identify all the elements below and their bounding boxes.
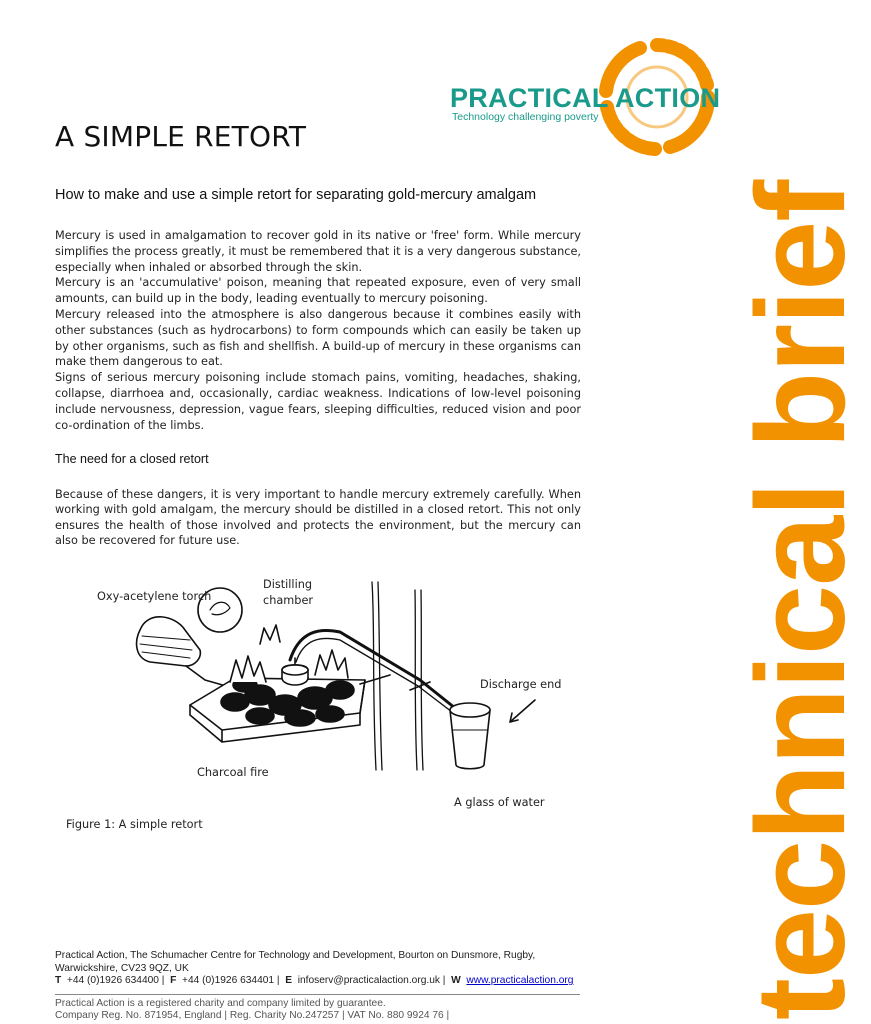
paragraph: Signs of serious mercury poisoning include stomach pains, vomiting, headaches, shaking, collapse, diarrhoea and, occasionally, cardiac weakness. Indications of low-level poisoning include nervousness, depression, vague fears, sleeping difficulties, reduced vision and poor co-ordination of the limbs. — [55, 371, 581, 432]
technical-brief-banner: technical brief — [730, 180, 871, 1020]
footer-address-line: Practical Action, The Schumacher Centre for Technology and Development, Bourton on Dunsmore, Rugby, — [55, 950, 536, 961]
intro-text — [55, 228, 581, 433]
email-address[interactable]: infoserv@practicalaction.org.uk — [297, 975, 440, 987]
figure-caption: Figure 1: A simple retort — [66, 818, 203, 831]
website-link[interactable]: www.practicalaction.org — [466, 975, 574, 987]
email-label: E — [285, 975, 293, 987]
footer — [55, 950, 585, 1023]
paragraph: Mercury is used in amalgamation to recover gold in its native or 'free' form. While mercury simplifies the process greatly, it must be remembered that it is a very dangerous substance, especially when inhaled or absorbed through the skin. — [55, 229, 581, 274]
logo-wordmark: PRACTICAL ACTION — [450, 83, 721, 113]
page-subtitle: How to make and use a simple retort for separating gold-mercury amalgam — [55, 187, 537, 203]
page-title: A SIMPLE RETORT — [55, 120, 307, 153]
label-discharge: Discharge end — [480, 678, 562, 691]
label-chamber-line2: chamber — [263, 594, 314, 607]
label-glass: A glass of water — [454, 796, 545, 809]
paragraph: Mercury is an 'accumulative' poison, meaning that repeated exposure, even of very small amounts, can build up in the body, leading eventually to mercury poisoning. — [55, 276, 581, 306]
paragraph: Mercury released into the atmosphere is also dangerous because it combines easily with other substances (such as hydrocarbons) to form compounds which can easily be taken up by other organisms, such as fish and shellfish. A build-up of mercury in these organisms can make them dangerous to eat. — [55, 307, 581, 369]
retort-figure — [90, 570, 570, 810]
logo-tagline: Technology challenging poverty — [452, 111, 599, 123]
label-chamber-line1: Distilling — [263, 578, 313, 591]
practical-action-logo — [445, 35, 745, 165]
label-torch: Oxy-acetylene torch — [97, 590, 212, 603]
section-heading: The need for a closed retort — [55, 452, 209, 466]
charity-notice: Practical Action is a registered charity and company limited by guarantee. — [55, 997, 386, 1009]
footer-address-line: Warwickshire, CV23 9QZ, UK — [55, 962, 189, 974]
fax-number: +44 (0)1926 634401 — [182, 975, 275, 987]
footer-divider — [55, 994, 580, 995]
company-registration: Company Reg. No. 871954, England | Reg. Charity No.247257 | VAT No. 880 9924 76 | — [55, 1010, 450, 1022]
phone-label: T — [55, 975, 62, 987]
web-label: W — [451, 975, 461, 987]
fax-label: F — [170, 975, 177, 987]
phone-number: +44 (0)1926 634400 — [66, 975, 159, 987]
footer-contact-line: T +44 (0)1926 634400 | F +44 (0)1926 634401 | E infoserv@practicalaction.org.uk | W www.practicalaction.org — [55, 975, 574, 987]
section-paragraph: Because of these dangers, it is very important to handle mercury extremely carefully. When working with gold amalgam, the mercury should be distilled in a closed retort. This not only ensures the health of those involved and protects the environment, but the mercury can also be recovered for future use. — [55, 488, 581, 548]
label-fire: Charcoal fire — [197, 766, 269, 779]
